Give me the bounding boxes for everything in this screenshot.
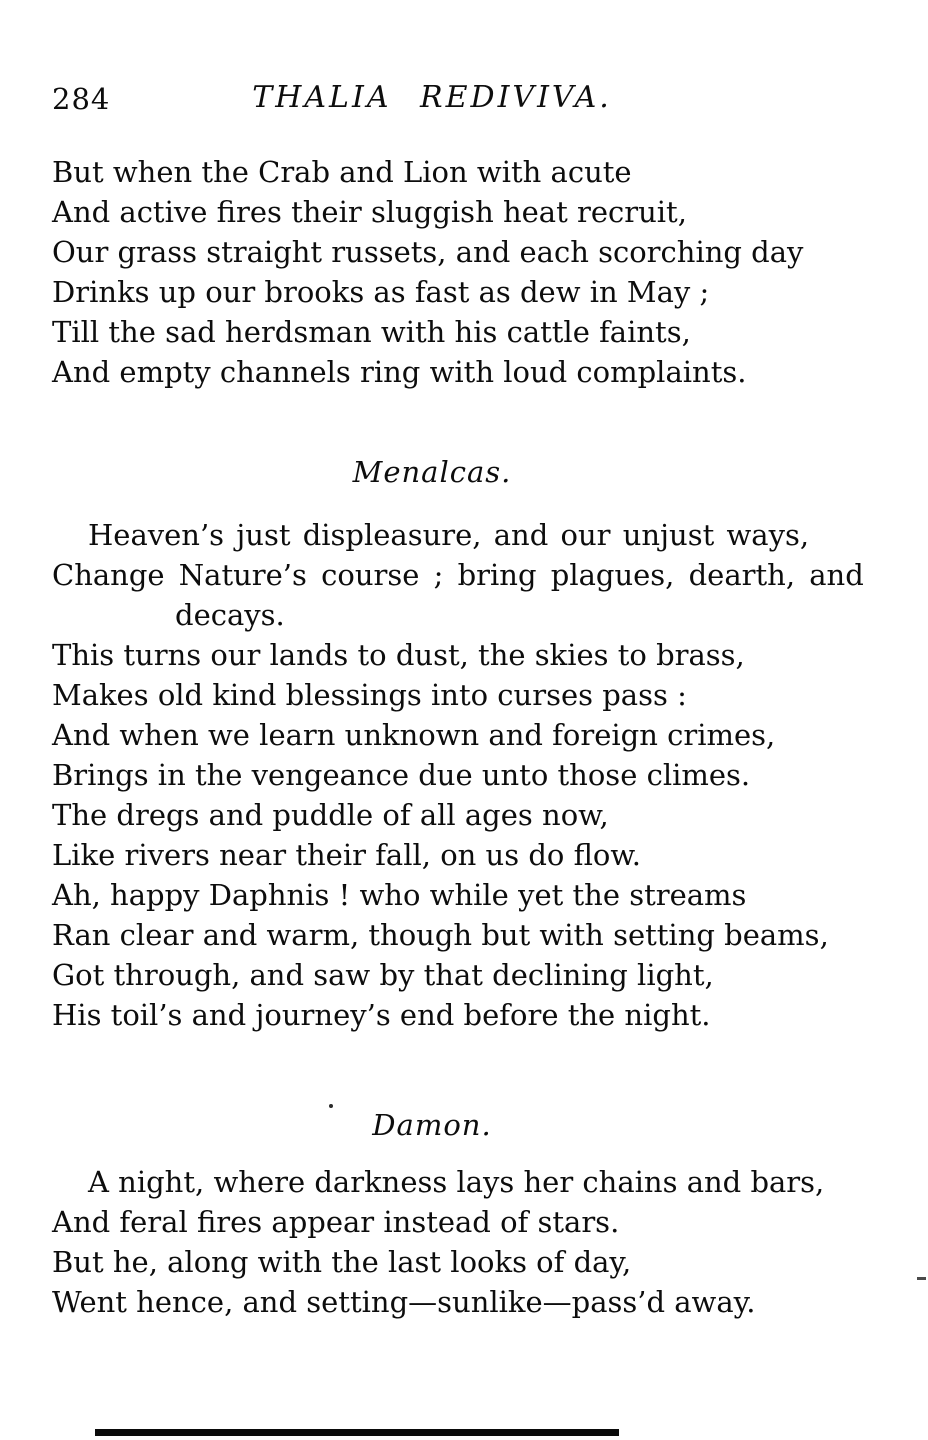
poem-line: And when we learn unknown and foreign crimes, (52, 718, 776, 752)
poem-line: Brings in the vengeance due unto those climes. (52, 758, 751, 792)
poem-line: Heaven’s just displeasure, and our unjust ways, (88, 518, 810, 552)
stanza-menalcas (52, 515, 864, 1035)
stanza-damon (52, 1162, 842, 1322)
poem-line: Went hence, and setting—sunlike—pass’d away. (52, 1285, 756, 1319)
poem-line: Ran clear and warm, though but with setting beams, (52, 918, 829, 952)
poem-line: And feral fires appear instead of stars. (52, 1205, 620, 1239)
poem-line: And active fires their sluggish heat recruit, (52, 195, 687, 229)
speaker-heading-menalcas: Menalcas. (352, 455, 512, 489)
poem-line: But he, along with the last looks of day, (52, 1245, 632, 1279)
poem-line: Like rivers near their fall, on us do flow. (52, 838, 641, 872)
poem-line: But when the Crab and Lion with acute (52, 155, 632, 189)
scan-speck (917, 1277, 926, 1280)
poem-line: Drinks up our brooks as fast as dew in May ; (52, 275, 710, 309)
poem-line: This turns our lands to dust, the skies to brass, (52, 638, 745, 672)
scan-speck (329, 1104, 333, 1108)
poem-line: Got through, and saw by that declining light, (52, 958, 714, 992)
poem-line: His toil’s and journey’s end before the night. (52, 998, 711, 1032)
poem-line: Makes old kind blessings into curses pass : (52, 678, 687, 712)
poem-line: Ah, happy Daphnis ! who while yet the streams (52, 878, 747, 912)
poem-line: Change Nature’s course ; bring plagues, dearth, and (52, 558, 864, 592)
running-title: THALIA REDIVIVA. (252, 80, 612, 115)
page-number: 284 (52, 82, 111, 116)
running-head (52, 80, 812, 120)
poem-line: Till the sad herdsman with his cattle faints, (52, 315, 691, 349)
poem-line: decays. (175, 598, 285, 632)
poem-line: The dregs and puddle of all ages now, (52, 798, 609, 832)
poem-line: And empty channels ring with loud complaints. (52, 355, 747, 389)
poem-line: A night, where darkness lays her chains and bars, (88, 1165, 825, 1199)
scan-artifact-bar (95, 1429, 619, 1436)
speaker-heading-damon: Damon. (372, 1108, 492, 1142)
poem-line: Our grass straight russets, and each scorching day (52, 235, 804, 269)
stanza-opening (52, 152, 842, 392)
